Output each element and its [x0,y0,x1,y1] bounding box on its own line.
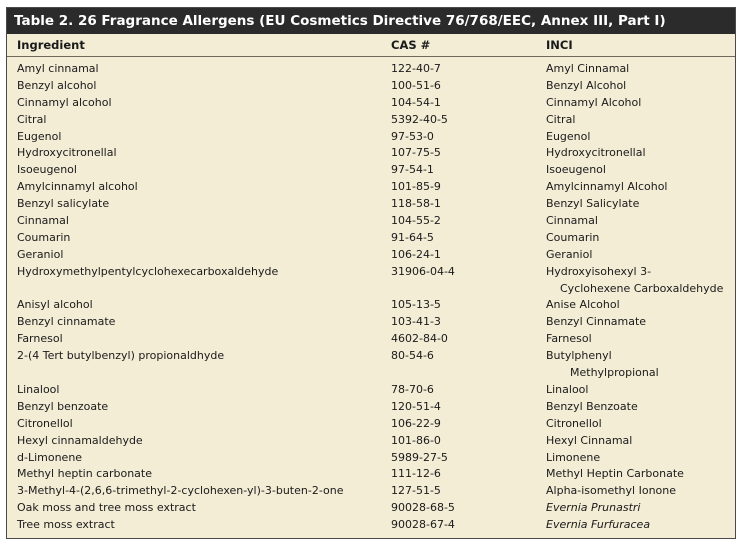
ingredient-cell: Citronellol [17,416,73,430]
inci-cell: Methyl Heptin Carbonate [546,467,684,481]
ingredient-cell: Hexyl cinnamaldehyde [17,433,143,447]
inci-cell [546,264,723,298]
ingredient-cell: Hydroxycitronellal [17,146,117,160]
inci-line-2: Cyclohexene Carboxaldehyde [560,281,724,295]
table-row [7,78,735,95]
inci-line-1: Hydroxyisohexyl 3- [546,264,652,278]
header-cas: CAS # [391,38,431,52]
cas-cell: 118-58-1 [391,197,441,211]
table-row [7,145,735,162]
inci-line-2: Methylpropional [570,366,659,380]
table-body [7,57,735,534]
inci-cell: Limonene [546,450,601,464]
ingredient-cell: Benzyl salicylate [17,197,110,211]
inci-cell: Eugenol [546,129,591,143]
table-row [7,264,735,298]
table-row [7,433,735,450]
inci-cell: Cinnamyl Alcohol [546,95,642,109]
inci-cell [546,348,659,382]
table-row [7,500,735,517]
ingredient-cell: 3-Methyl-4-(2,6,6-trimethyl-2-cyclohexen-yl)-3-buten-2-one [17,484,344,498]
inci-cell: Citronellol [546,416,602,430]
inci-cell: Farnesol [546,332,592,346]
table-row [7,213,735,230]
ingredient-cell: Amylcinnamyl alcohol [17,180,138,194]
cas-cell: 120-51-4 [391,399,441,413]
inci-cell: Hexyl Cinnamal [546,433,633,447]
inci-cell: Isoeugenol [546,163,606,177]
ingredient-cell: 2-(4 Tert butylbenzyl) propionaldhyde [17,349,225,363]
ingredient-cell: Amyl cinnamal [17,62,99,75]
inci-cell: Hydroxycitronellal [546,146,646,160]
table-row [7,416,735,433]
header-ingredient: Ingredient [17,38,85,52]
inci-cell: Amyl Cinnamal [546,62,630,75]
cas-cell: 100-51-6 [391,78,441,92]
table-row [7,483,735,500]
cas-cell: 90028-67-4 [391,518,455,532]
table-row [7,382,735,399]
inci-cell: Cinnamal [546,214,598,228]
ingredient-cell: Isoeugenol [17,163,77,177]
table-row [7,331,735,348]
ingredient-cell: Benzyl benzoate [17,399,109,413]
inci-cell: Benzyl Alcohol [546,78,627,92]
inci-cell: Alpha-isomethyl Ionone [546,484,677,498]
cas-cell: 90028-68-5 [391,501,455,515]
ingredient-cell: Coumarin [17,230,71,244]
ingredient-cell: Oak moss and tree moss extract [17,501,196,515]
table-row [7,95,735,112]
cas-cell: 106-22-9 [391,416,441,430]
cas-cell: 80-54-6 [391,349,434,363]
ingredient-cell: Geraniol [17,247,64,261]
inci-cell: Amylcinnamyl Alcohol [546,180,668,194]
inci-cell: Geraniol [546,247,593,261]
ingredient-cell: Citral [17,112,47,126]
ingredient-cell: Linalool [17,382,60,396]
inci-cell: Citral [546,112,576,126]
cas-cell: 122-40-7 [391,62,441,75]
cas-cell: 78-70-6 [391,382,434,396]
cas-cell: 97-53-0 [391,129,434,143]
ingredient-cell: Hydroxymethylpentylcyclohexecarboxaldehyde [17,264,279,278]
table-row [7,61,735,78]
inci-cell: Evernia Prunastri [546,501,641,515]
table-row [7,247,735,264]
cas-cell: 97-54-1 [391,163,434,177]
ingredient-cell: Benzyl cinnamate [17,315,116,329]
cas-cell: 106-24-1 [391,247,441,261]
ingredient-cell: Tree moss extract [17,518,115,532]
cas-cell: 105-13-5 [391,298,441,312]
table-row [7,348,735,382]
cas-cell: 104-55-2 [391,214,441,228]
table-row [7,314,735,331]
ingredient-cell: Anisyl alcohol [17,298,93,312]
table-row [7,399,735,416]
ingredient-cell: Cinnamyl alcohol [17,95,112,109]
table-header-row [7,34,735,57]
inci-cell: Benzyl Cinnamate [546,315,647,329]
cas-cell: 31906-04-4 [391,264,455,278]
ingredient-cell: Methyl heptin carbonate [17,467,152,481]
cas-cell: 4602-84-0 [391,332,448,346]
table-row [7,450,735,467]
inci-cell: Evernia Furfuracea [546,518,651,532]
inci-cell: Linalool [546,382,589,396]
ingredient-cell: Farnesol [17,332,63,346]
table-row [7,129,735,146]
cas-cell: 5392-40-5 [391,112,448,126]
table-row [7,196,735,213]
cas-cell: 91-64-5 [391,230,434,244]
ingredient-cell: Benzyl alcohol [17,78,97,92]
table-row [7,179,735,196]
inci-cell: Benzyl Benzoate [546,399,638,413]
cas-cell: 127-51-5 [391,484,441,498]
inci-cell: Benzyl Salicylate [546,197,640,211]
table-title: Table 2. 26 Fragrance Allergens (EU Cosmetics Directive 76/768/EEC, Annex III, Part I) [7,8,735,34]
inci-cell: Anise Alcohol [546,298,620,312]
table-row [7,162,735,179]
cas-cell: 107-75-5 [391,146,441,160]
cas-cell: 5989-27-5 [391,450,448,464]
ingredient-cell: d-Limonene [17,450,83,464]
cas-cell: 104-54-1 [391,95,441,109]
table-row [7,466,735,483]
table-row [7,297,735,314]
header-inci: INCI [546,38,573,52]
table-row [7,230,735,247]
ingredient-cell: Cinnamal [17,214,69,228]
table-row [7,112,735,129]
cas-cell: 101-85-9 [391,180,441,194]
cas-cell: 101-86-0 [391,433,441,447]
ingredient-cell: Eugenol [17,129,62,143]
inci-cell: Coumarin [546,230,600,244]
cas-cell: 111-12-6 [391,467,441,481]
allergen-table [6,7,736,539]
cas-cell: 103-41-3 [391,315,441,329]
table-row [7,517,735,534]
inci-line-1: Butylphenyl [546,349,612,363]
